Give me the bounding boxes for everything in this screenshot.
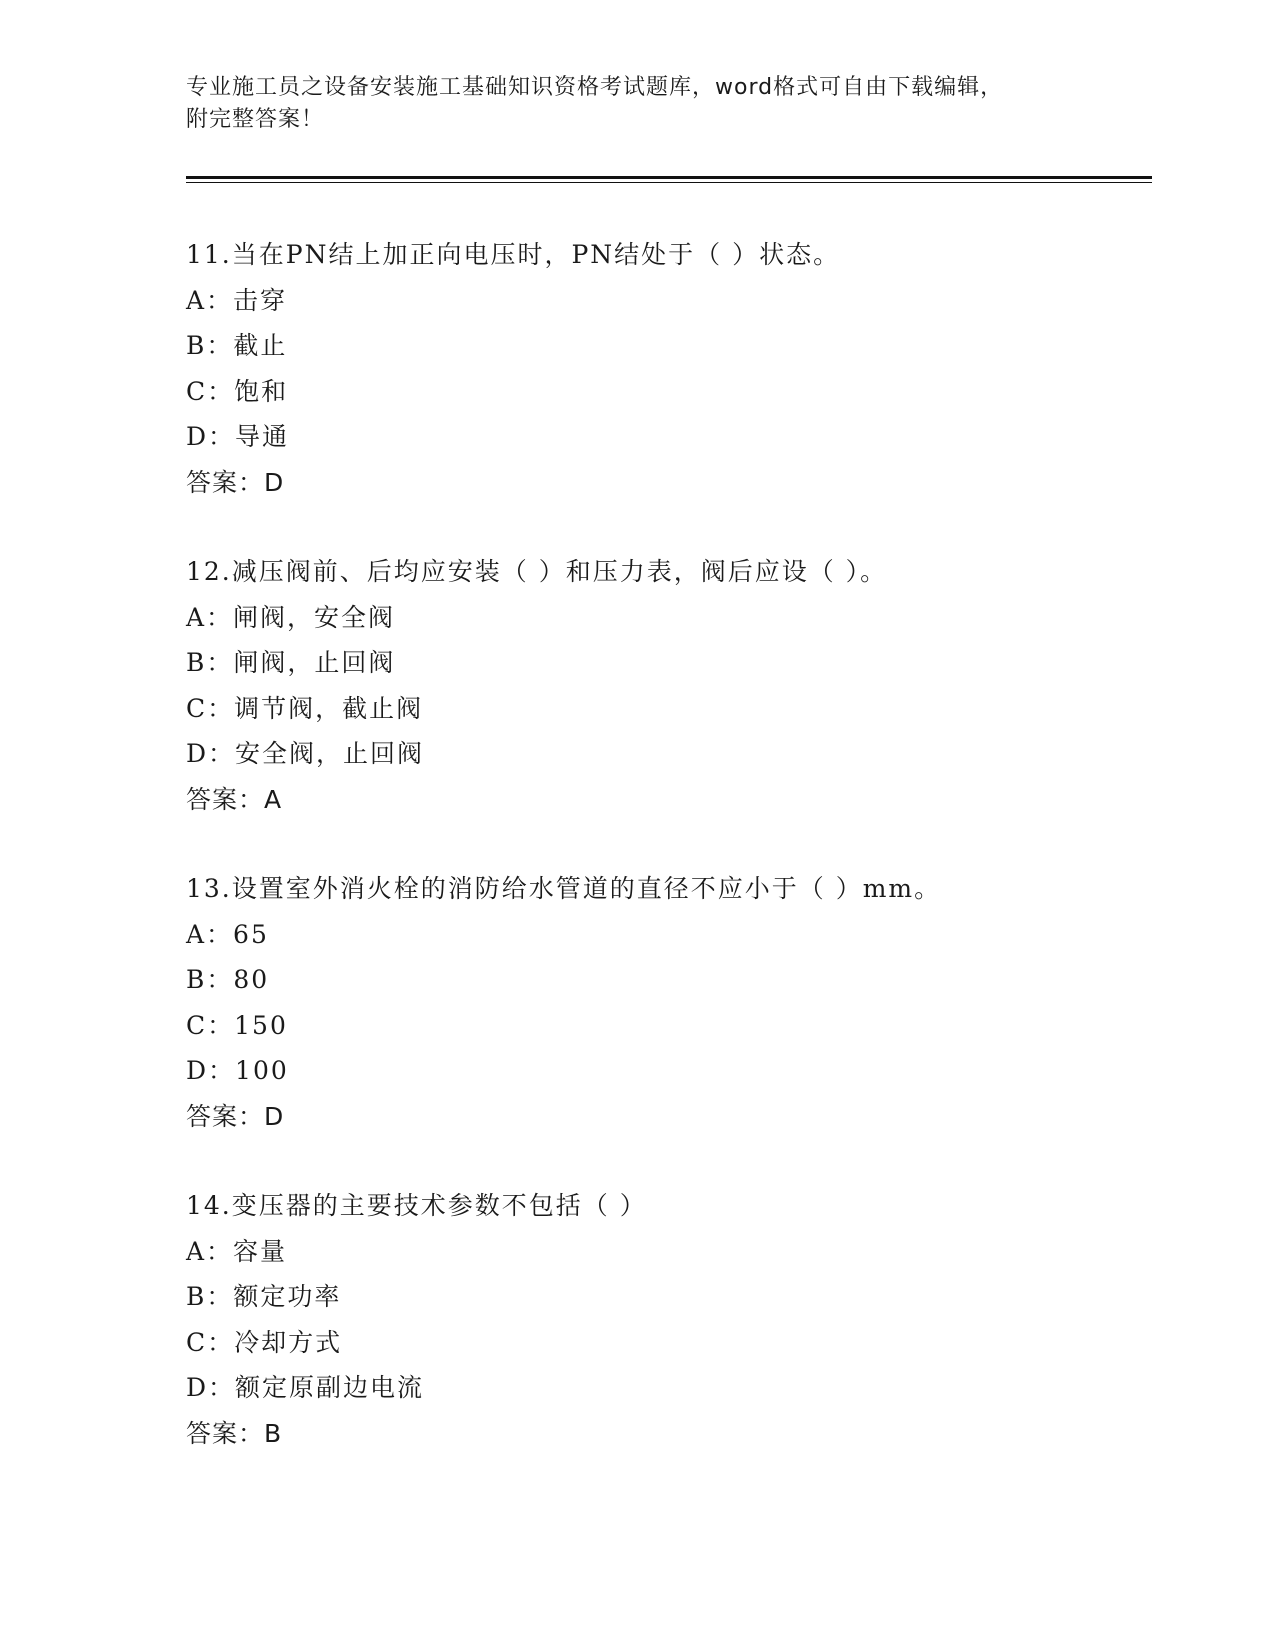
option-a: A：闸阀，安全阀 bbox=[186, 602, 396, 632]
answer-line: 答案：A bbox=[186, 784, 283, 814]
question-14 bbox=[186, 1183, 1146, 1456]
question-stem: 13.设置室外消火栓的消防给水管道的直径不应小于（ ）mm。 bbox=[186, 874, 942, 903]
option-c: C：饱和 bbox=[186, 376, 289, 406]
option-b: B：80 bbox=[186, 965, 270, 994]
question-list bbox=[186, 232, 1146, 1500]
header-line-2: 附完整答案！ bbox=[186, 107, 325, 132]
option-d: D：导通 bbox=[186, 422, 290, 451]
option-a: A：65 bbox=[186, 919, 269, 949]
option-b: B：闸阀，止回阀 bbox=[186, 648, 396, 677]
answer-line: 答案：B bbox=[186, 1418, 283, 1448]
header-line-1: 专业施工员之设备安装施工基础知识资格考试题库，word格式可自由下载编辑， bbox=[186, 75, 1004, 100]
question-stem: 11.当在PN结上加正向电压时，PN结处于（ ）状态。 bbox=[186, 240, 841, 269]
option-a: A：容量 bbox=[186, 1236, 288, 1266]
question-stem: 12.减压阀前、后均应安装（ ）和压力表，阀后应设（ ）。 bbox=[186, 557, 888, 586]
option-c: C：150 bbox=[186, 1010, 288, 1040]
answer-line: 答案：D bbox=[186, 1101, 285, 1131]
question-11 bbox=[186, 232, 1146, 505]
header-divider-thin bbox=[186, 182, 1152, 183]
option-d: D：100 bbox=[186, 1056, 289, 1085]
question-12 bbox=[186, 549, 1146, 822]
option-b: B：额定功率 bbox=[186, 1282, 342, 1311]
option-c: C：冷却方式 bbox=[186, 1327, 343, 1357]
option-c: C：调节阀，截止阀 bbox=[186, 693, 424, 723]
option-b: B：截止 bbox=[186, 331, 288, 360]
question-stem: 14.变压器的主要技术参数不包括（ ） bbox=[186, 1191, 647, 1220]
question-13 bbox=[186, 866, 1146, 1139]
document-header bbox=[186, 72, 1086, 136]
answer-line: 答案：D bbox=[186, 467, 285, 497]
option-d: D：额定原副边电流 bbox=[186, 1373, 425, 1402]
header-divider-thick bbox=[186, 176, 1152, 179]
option-d: D：安全阀，止回阀 bbox=[186, 739, 425, 768]
option-a: A：击穿 bbox=[186, 285, 288, 315]
